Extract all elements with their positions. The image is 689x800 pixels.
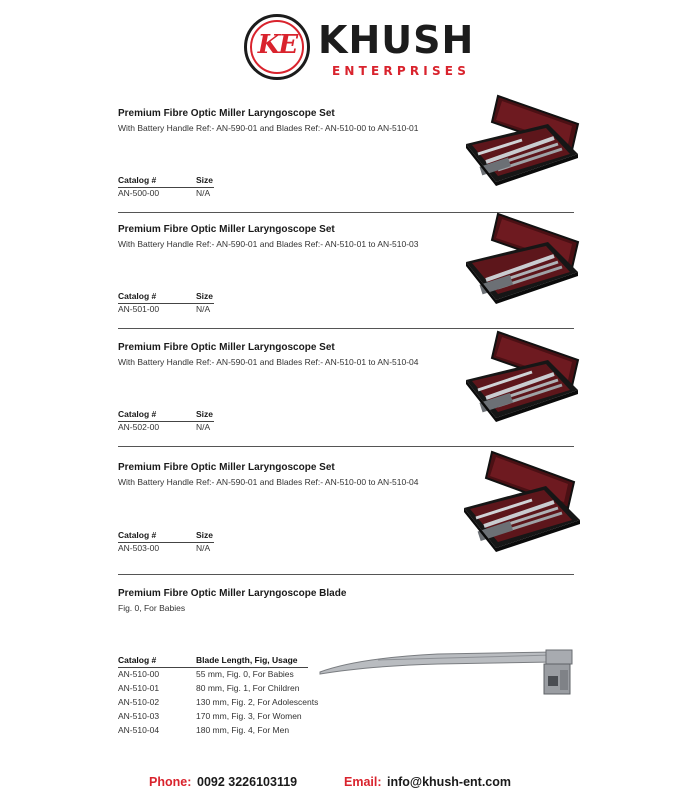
logo-monogram: KE <box>257 30 297 60</box>
phone-number[interactable]: 0092 3226103119 <box>197 775 298 789</box>
blade-catalog-number: AN-510-04 <box>118 725 160 735</box>
table-row <box>118 711 378 725</box>
catalog-header: Catalog # <box>118 409 157 419</box>
size-value: N/A <box>196 188 211 198</box>
blade-description: Fig. 0, For Babies <box>118 603 186 613</box>
product-title: Premium Fibre Optic Miller Laryngoscope Set <box>118 108 335 119</box>
laryngoscope-case-image <box>462 330 584 426</box>
brand-logo <box>244 14 475 82</box>
email-label: Email: <box>344 775 382 789</box>
blade-details: 180 mm, Fig. 4, For Men <box>196 725 290 735</box>
size-header: Size <box>196 291 214 301</box>
phone-label: Phone: <box>149 775 192 789</box>
product-description: With Battery Handle Ref:- AN-590-01 and Blades Ref:- AN-510-01 to AN-510-03 <box>118 239 419 249</box>
size-header: Size <box>196 175 214 185</box>
catalog-number: AN-503-00 <box>118 543 160 553</box>
blade-catalog-number: AN-510-00 <box>118 669 160 679</box>
product-title: Premium Fibre Optic Miller Laryngoscope Set <box>118 342 335 353</box>
laryngoscope-case-image <box>462 94 584 190</box>
product-title: Premium Fibre Optic Miller Laryngoscope Set <box>118 224 335 235</box>
product-description: With Battery Handle Ref:- AN-590-01 and Blades Ref:- AN-510-00 to AN-510-01 <box>118 123 419 133</box>
product-description: With Battery Handle Ref:- AN-590-01 and Blades Ref:- AN-510-00 to AN-510-04 <box>118 477 419 487</box>
catalog-number: AN-500-00 <box>118 188 160 198</box>
email-link[interactable]: info@khush-ent.com <box>387 775 511 789</box>
blade-section <box>118 588 574 618</box>
table-row <box>118 697 378 711</box>
table-row <box>118 725 378 739</box>
blade-catalog-number: AN-510-02 <box>118 697 160 707</box>
blade-title: Premium Fibre Optic Miller Laryngoscope Blade <box>118 588 347 599</box>
laryngoscope-case-image <box>462 212 584 308</box>
blade-details: 130 mm, Fig. 2, For Adolescents <box>196 697 319 707</box>
catalog-header: Catalog # <box>118 175 157 185</box>
brand-tagline: ENTERPRISES <box>332 64 471 78</box>
size-value: N/A <box>196 422 211 432</box>
catalog-header: Catalog # <box>118 530 157 540</box>
blade-details: 170 mm, Fig. 3, For Women <box>196 711 302 721</box>
blade-catalog-number: AN-510-03 <box>118 711 160 721</box>
blade-catalog-header: Catalog # <box>118 655 157 665</box>
laryngoscope-case-image <box>462 450 584 558</box>
blade-details: 55 mm, Fig. 0, For Babies <box>196 669 294 679</box>
size-value: N/A <box>196 304 211 314</box>
size-header: Size <box>196 409 214 419</box>
table-row <box>118 669 378 683</box>
product-title: Premium Fibre Optic Miller Laryngoscope Set <box>118 462 335 473</box>
blade-details: 80 mm, Fig. 1, For Children <box>196 683 300 693</box>
catalog-number: AN-502-00 <box>118 422 160 432</box>
brand-name: KHUSH <box>318 18 475 62</box>
blade-details-header: Blade Length, Fig, Usage <box>196 655 298 665</box>
size-value: N/A <box>196 543 211 553</box>
table-row <box>118 683 378 697</box>
catalog-header: Catalog # <box>118 291 157 301</box>
size-header: Size <box>196 530 214 540</box>
product-description: With Battery Handle Ref:- AN-590-01 and Blades Ref:- AN-510-01 to AN-510-04 <box>118 357 419 367</box>
catalog-number: AN-501-00 <box>118 304 160 314</box>
blade-catalog-number: AN-510-01 <box>118 683 160 693</box>
